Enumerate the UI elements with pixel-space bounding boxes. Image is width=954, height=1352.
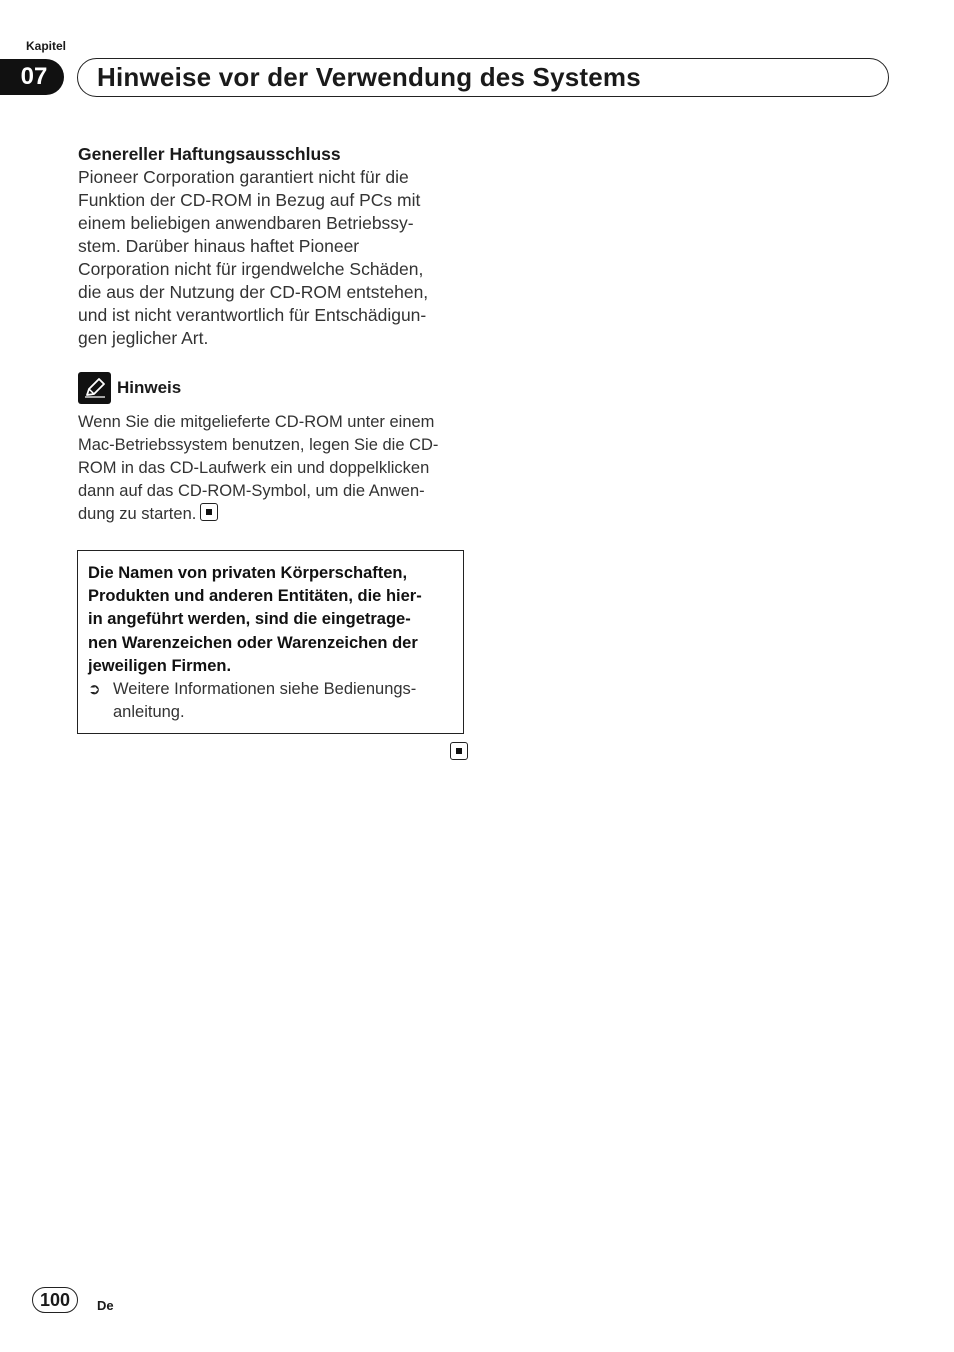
note-text <box>78 411 466 526</box>
text-line: dann auf das CD-ROM-Symbol, um die Anwen- <box>78 482 425 500</box>
trademark-text <box>88 562 453 678</box>
page-number: 100 <box>32 1287 78 1313</box>
text-line: Mac-Betriebssystem benutzen, legen Sie die CD- <box>78 436 439 454</box>
chapter-title: Hinweise vor der Verwendung des Systems <box>97 62 641 92</box>
text-line: in angeführt werden, sind die eingetrage- <box>88 610 411 629</box>
text-line: Produkten und anderen Entitäten, die hier- <box>88 587 422 606</box>
text-line: Corporation nicht für irgendwelche Schäden, <box>78 259 424 279</box>
chapter-label: Kapitel <box>26 39 67 53</box>
section-end-icon <box>450 742 468 760</box>
text-line: die aus der Nutzung der CD-ROM entstehen, <box>78 282 429 302</box>
reference-arrow-icon: ➲ <box>88 681 101 699</box>
reference-text <box>113 678 416 724</box>
text-line: einem beliebigen anwendbaren Betriebssy- <box>78 213 414 233</box>
main-column <box>78 143 466 526</box>
text-line: gen jeglicher Art. <box>78 328 209 348</box>
section-end-icon <box>200 503 218 521</box>
section-heading: Genereller Haftungsausschluss <box>78 144 341 164</box>
language-code: De <box>97 1298 114 1313</box>
disclaimer-text <box>78 166 466 350</box>
text-line: jeweiligen Firmen. <box>88 656 232 675</box>
chapter-title-frame <box>77 58 889 97</box>
trademark-notice-box <box>77 550 464 734</box>
text-line: Die Namen von privaten Körperschaften, <box>88 564 408 582</box>
text-line: Wenn Sie die mitgelieferte CD-ROM unter einem <box>78 413 435 431</box>
text-line <box>78 503 466 526</box>
text-line: Weitere Informationen siehe Bedienungs- <box>113 680 417 699</box>
text-line: Funktion der CD-ROM in Bezug auf PCs mit <box>78 190 421 210</box>
text-line-content: dung zu starten. <box>78 505 197 523</box>
text-line: und ist nicht verantwortlich für Entschädigun- <box>78 305 427 325</box>
pencil-note-icon <box>78 372 111 404</box>
note-header <box>78 372 466 404</box>
text-line: nen Warenzeichen oder Warenzeichen der <box>88 633 418 652</box>
reference-item <box>88 678 453 724</box>
text-line: Pioneer Corporation garantiert nicht für die <box>78 167 409 187</box>
chapter-number-tab: 07 <box>0 59 64 95</box>
text-line: ROM in das CD-Laufwerk ein und doppelklicken <box>78 459 430 477</box>
text-line: anleitung. <box>113 703 185 722</box>
text-line: stem. Darüber hinaus haftet Pioneer <box>78 236 360 256</box>
note-title: Hinweis <box>117 378 182 397</box>
